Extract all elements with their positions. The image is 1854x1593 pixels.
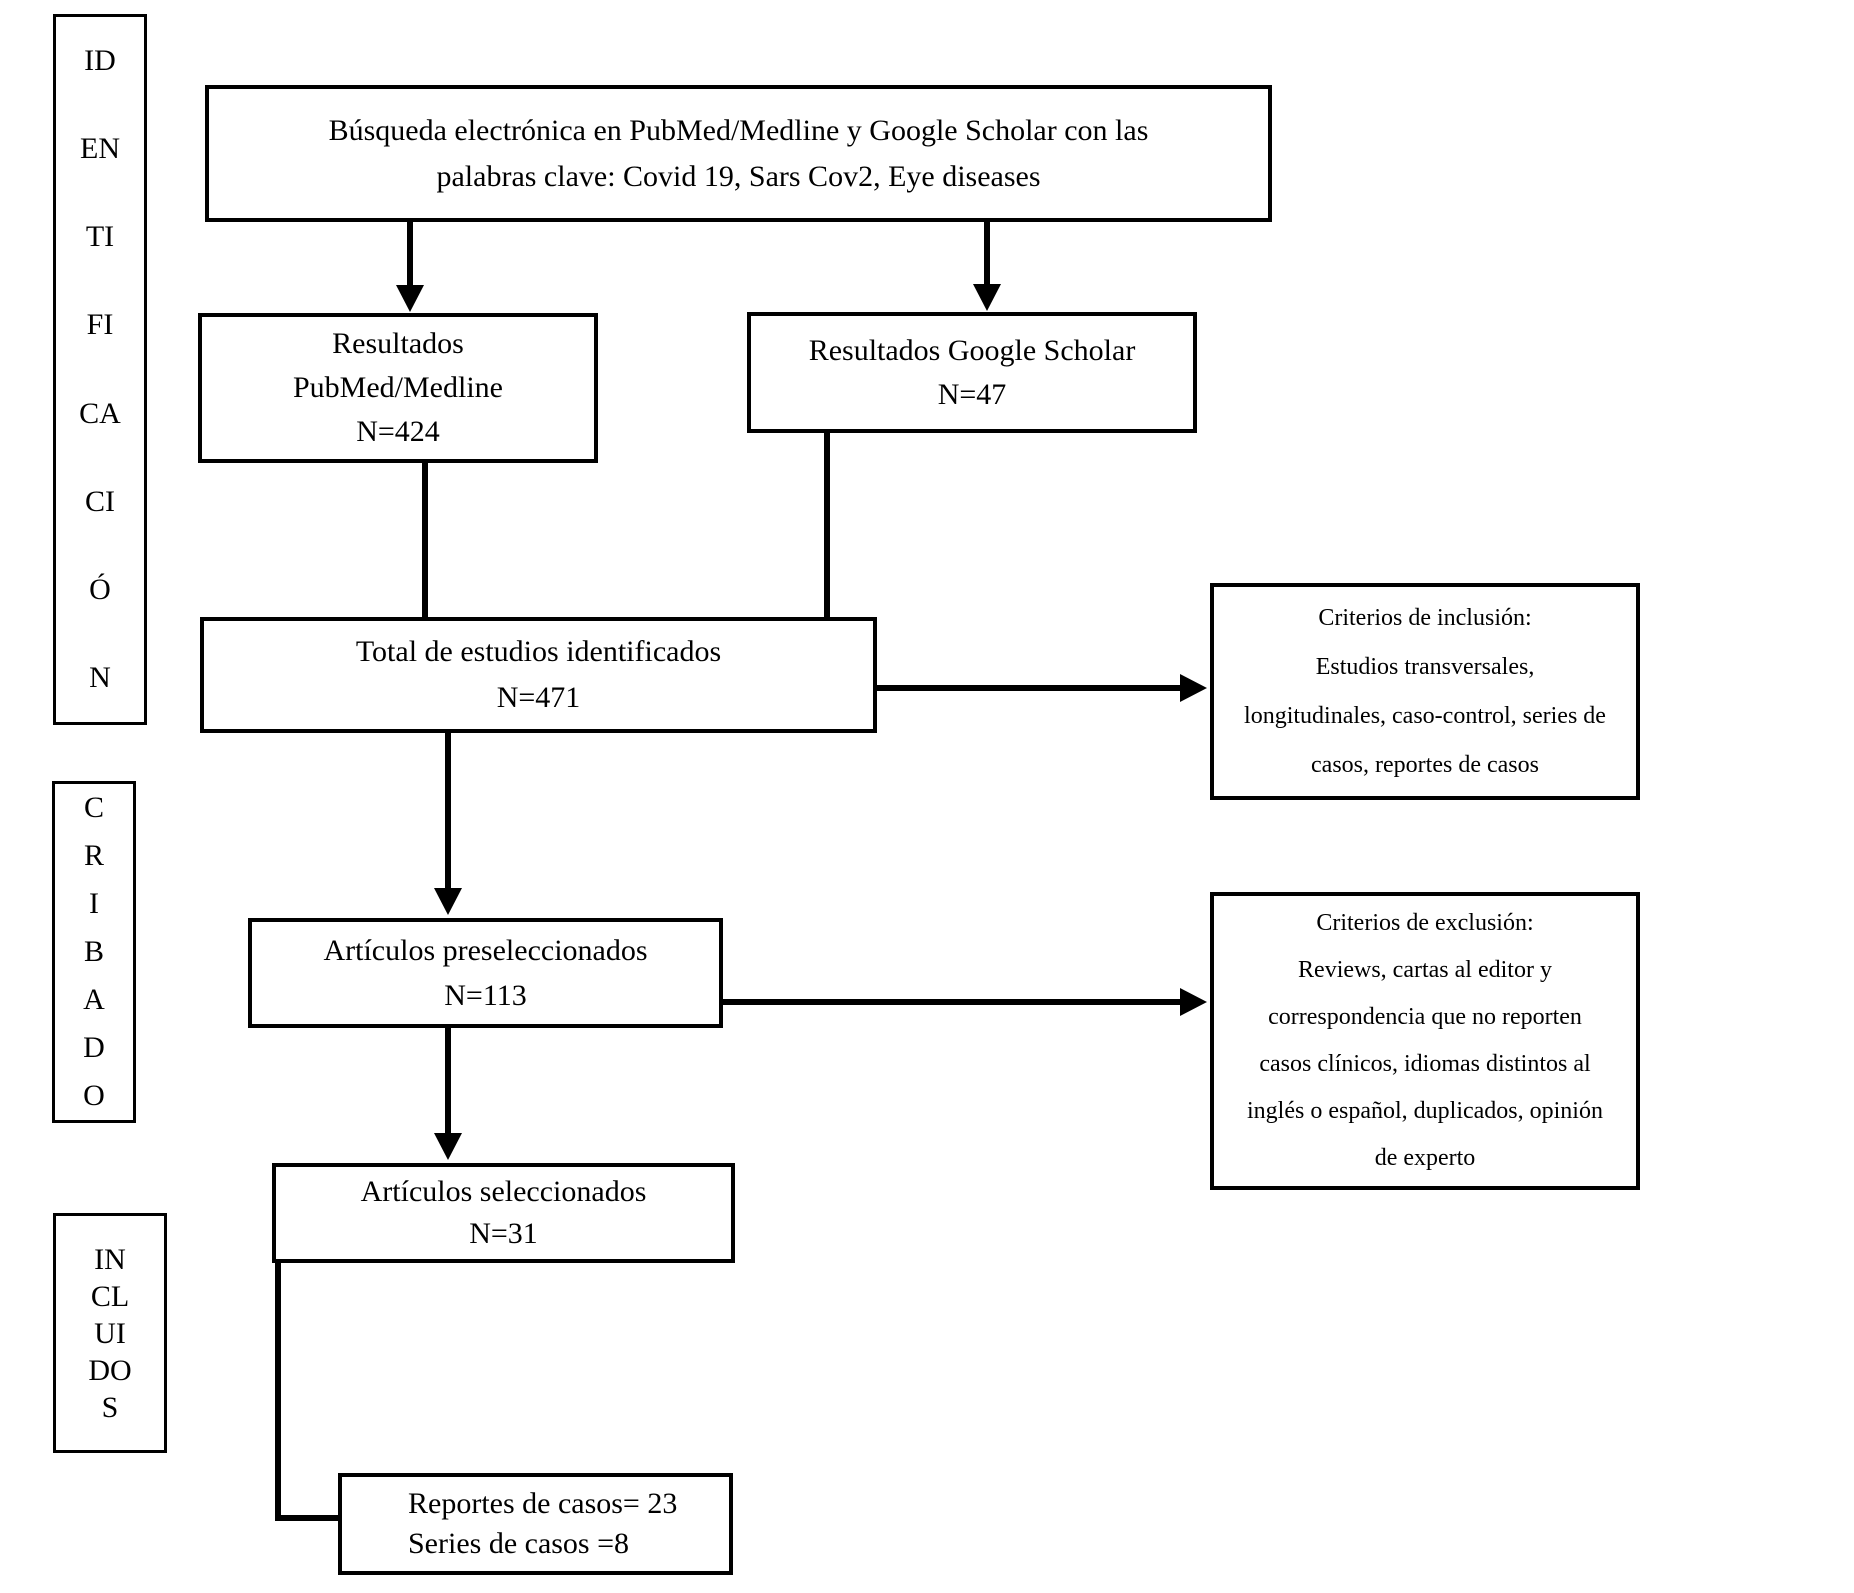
exclusion-criteria-line: correspondencia que no reporten xyxy=(1268,1004,1582,1030)
stage-cribado-letters: I xyxy=(89,887,99,920)
stage-identificacion-letters: EN xyxy=(80,132,120,166)
arrowhead-total-to-preselected xyxy=(434,888,462,915)
stage-identificacion-letters: Ó xyxy=(89,572,111,606)
stage-identificacion-letters: ID xyxy=(84,44,116,78)
connector-busqueda-to-pubmed xyxy=(407,218,413,290)
selected-articles-count: N=31 xyxy=(469,1217,538,1250)
preselected-articles-line: Artículos preseleccionados xyxy=(323,934,648,967)
stage-identificacion-letters: CI xyxy=(85,484,115,518)
inclusion-criteria-box xyxy=(1210,583,1640,800)
inclusion-criteria-line: longitudinales, caso-control, series de xyxy=(1244,702,1606,729)
stage-incluidos-letters: UI xyxy=(94,1316,126,1350)
total-identified-line: Total de estudios identificados xyxy=(355,635,722,668)
selected-articles-line: Artículos seleccionados xyxy=(360,1175,647,1208)
pubmed-results-line: Resultados xyxy=(332,327,464,360)
stage-identificacion-letters: N xyxy=(89,660,111,694)
stage-identificacion-letters: FI xyxy=(86,308,114,342)
inclusion-criteria-line: Criterios de inclusión: xyxy=(1318,604,1532,631)
exclusion-criteria-line: inglés o español, duplicados, opinión xyxy=(1247,1098,1603,1124)
pubmed-results-box xyxy=(198,313,598,463)
total-identified-box xyxy=(200,617,877,733)
stage-cribado-box xyxy=(52,781,136,1123)
exclusion-criteria-line: de experto xyxy=(1374,1145,1476,1171)
google-scholar-results-box xyxy=(747,312,1197,433)
connector-busqueda-to-google xyxy=(984,218,990,288)
connector-selected-to-reportes-vertical xyxy=(275,1261,281,1521)
selected-articles-box xyxy=(272,1163,735,1263)
stage-identificacion-box xyxy=(53,14,147,725)
connector-selected-to-reportes-horizontal xyxy=(275,1515,341,1521)
connector-total-to-preselected xyxy=(445,731,451,891)
inclusion-criteria-line: casos, reportes de casos xyxy=(1311,751,1539,778)
stage-cribado-letters: D xyxy=(83,1031,105,1064)
stage-identificacion-letters: CA xyxy=(79,396,121,430)
connector-total-to-inclusion xyxy=(875,685,1181,691)
case-series-count: Series de casos =8 xyxy=(408,1527,630,1560)
connector-google-to-total xyxy=(824,430,830,619)
stage-incluidos-letters: IN xyxy=(94,1242,126,1276)
search-strategy-line: palabras clave: Covid 19, Sars Cov2, Eye diseases xyxy=(436,159,1041,193)
preselected-articles-count: N=113 xyxy=(444,979,527,1012)
connector-preselected-to-selected xyxy=(445,1026,451,1136)
stage-cribado-letters: R xyxy=(83,839,104,872)
stage-identificacion-letters: TI xyxy=(85,220,115,254)
stage-incluidos-letters: S xyxy=(101,1390,119,1424)
stage-incluidos-box xyxy=(53,1213,167,1453)
search-strategy-box xyxy=(205,85,1272,222)
inclusion-criteria-line: Estudios transversales, xyxy=(1315,653,1535,680)
case-reports-count: Reportes de casos= 23 xyxy=(408,1487,678,1520)
case-reports-box xyxy=(338,1473,733,1575)
pubmed-results-line: PubMed/Medline xyxy=(293,371,503,404)
total-identified-count: N=471 xyxy=(496,681,581,714)
exclusion-criteria-box xyxy=(1210,892,1640,1190)
stage-cribado-letters: C xyxy=(83,791,104,824)
stage-incluidos-letters: DO xyxy=(88,1353,132,1387)
stage-cribado-letters: B xyxy=(83,935,104,968)
exclusion-criteria-line: Reviews, cartas al editor y xyxy=(1298,957,1552,983)
exclusion-criteria-line: Criterios de exclusión: xyxy=(1316,910,1534,936)
arrowhead-preselected-to-exclusion xyxy=(1180,988,1207,1016)
stage-cribado-letters: A xyxy=(83,983,105,1016)
google-scholar-results-count: N=47 xyxy=(937,377,1007,411)
search-strategy-line: Búsqueda electrónica en PubMed/Medline y Google Scholar con las xyxy=(328,113,1149,147)
exclusion-criteria-line: casos clínicos, idiomas distintos al xyxy=(1259,1051,1591,1077)
arrowhead-busqueda-to-pubmed xyxy=(396,285,424,312)
connector-pubmed-to-total xyxy=(422,460,428,619)
arrowhead-total-to-inclusion xyxy=(1180,674,1207,702)
stage-incluidos-letters: CL xyxy=(90,1279,130,1313)
preselected-articles-box xyxy=(248,918,723,1028)
google-scholar-results-line: Resultados Google Scholar xyxy=(808,333,1136,367)
stage-cribado-letters: O xyxy=(83,1079,105,1112)
arrowhead-preselected-to-selected xyxy=(434,1133,462,1160)
pubmed-results-count: N=424 xyxy=(356,415,440,448)
connector-preselected-to-exclusion xyxy=(721,999,1181,1005)
arrowhead-busqueda-to-google xyxy=(973,284,1001,311)
